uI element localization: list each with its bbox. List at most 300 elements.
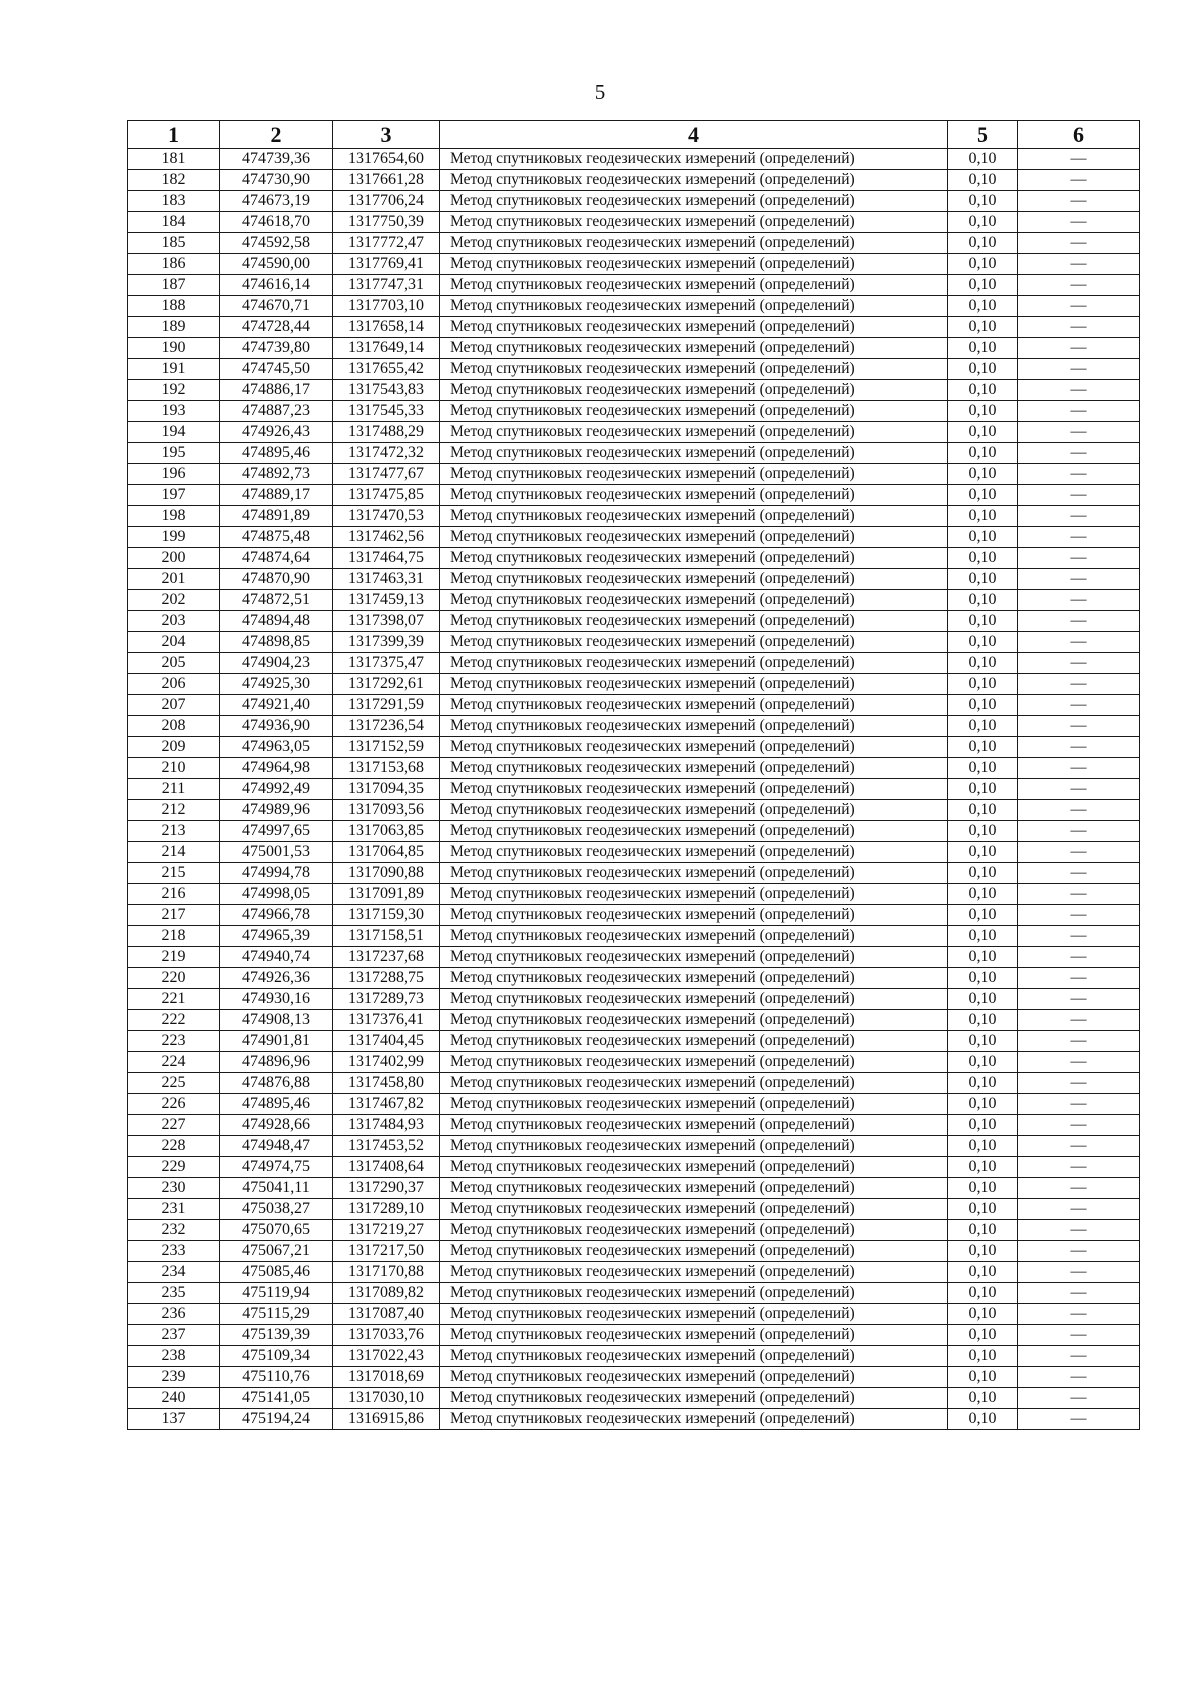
cell-y-coordinate: 1317064,85 xyxy=(333,842,440,863)
cell-note: — xyxy=(1018,1220,1140,1241)
cell-y-coordinate: 1317470,53 xyxy=(333,506,440,527)
cell-method: Метод спутниковых геодезических измерений (определений) xyxy=(440,1304,948,1325)
cell-method: Метод спутниковых геодезических измерений (определений) xyxy=(440,674,948,695)
cell-y-coordinate: 1317089,82 xyxy=(333,1283,440,1304)
cell-point-number: 188 xyxy=(128,296,220,317)
table-row xyxy=(128,1346,1140,1367)
cell-y-coordinate: 1317063,85 xyxy=(333,821,440,842)
table-row xyxy=(128,653,1140,674)
cell-accuracy: 0,10 xyxy=(948,758,1018,779)
cell-point-number: 223 xyxy=(128,1031,220,1052)
cell-y-coordinate: 1317658,14 xyxy=(333,317,440,338)
table-row xyxy=(128,506,1140,527)
cell-note: — xyxy=(1018,1409,1140,1430)
cell-point-number: 205 xyxy=(128,653,220,674)
cell-x-coordinate: 474730,90 xyxy=(220,170,333,191)
cell-method: Метод спутниковых геодезических измерений (определений) xyxy=(440,695,948,716)
table-row xyxy=(128,989,1140,1010)
cell-x-coordinate: 474940,74 xyxy=(220,947,333,968)
cell-point-number: 183 xyxy=(128,191,220,212)
cell-x-coordinate: 475115,29 xyxy=(220,1304,333,1325)
cell-point-number: 209 xyxy=(128,737,220,758)
cell-x-coordinate: 474974,75 xyxy=(220,1157,333,1178)
cell-note: — xyxy=(1018,716,1140,737)
cell-accuracy: 0,10 xyxy=(948,821,1018,842)
table-row xyxy=(128,779,1140,800)
cell-method: Метод спутниковых геодезических измерений (определений) xyxy=(440,191,948,212)
cell-point-number: 227 xyxy=(128,1115,220,1136)
cell-y-coordinate: 1317290,37 xyxy=(333,1178,440,1199)
cell-accuracy: 0,10 xyxy=(948,254,1018,275)
cell-x-coordinate: 474998,05 xyxy=(220,884,333,905)
cell-y-coordinate: 1317484,93 xyxy=(333,1115,440,1136)
cell-note: — xyxy=(1018,926,1140,947)
cell-accuracy: 0,10 xyxy=(948,212,1018,233)
cell-method: Метод спутниковых геодезических измерений (определений) xyxy=(440,1052,948,1073)
cell-method: Метод спутниковых геодезических измерений (определений) xyxy=(440,947,948,968)
cell-y-coordinate: 1317219,27 xyxy=(333,1220,440,1241)
cell-point-number: 186 xyxy=(128,254,220,275)
header-col-1: 1 xyxy=(128,121,220,149)
cell-method: Метод спутниковых геодезических измерений (определений) xyxy=(440,1115,948,1136)
cell-y-coordinate: 1317375,47 xyxy=(333,653,440,674)
cell-y-coordinate: 1317022,43 xyxy=(333,1346,440,1367)
table-row xyxy=(128,1115,1140,1136)
cell-accuracy: 0,10 xyxy=(948,674,1018,695)
cell-x-coordinate: 474874,64 xyxy=(220,548,333,569)
cell-x-coordinate: 475001,53 xyxy=(220,842,333,863)
cell-y-coordinate: 1317543,83 xyxy=(333,380,440,401)
cell-note: — xyxy=(1018,968,1140,989)
cell-accuracy: 0,10 xyxy=(948,1031,1018,1052)
cell-note: — xyxy=(1018,1367,1140,1388)
cell-y-coordinate: 1317159,30 xyxy=(333,905,440,926)
cell-y-coordinate: 1317288,75 xyxy=(333,968,440,989)
cell-note: — xyxy=(1018,674,1140,695)
cell-y-coordinate: 1317747,31 xyxy=(333,275,440,296)
cell-method: Метод спутниковых геодезических измерений (определений) xyxy=(440,569,948,590)
cell-y-coordinate: 1317152,59 xyxy=(333,737,440,758)
cell-method: Метод спутниковых геодезических измерений (определений) xyxy=(440,1031,948,1052)
cell-point-number: 214 xyxy=(128,842,220,863)
cell-accuracy: 0,10 xyxy=(948,506,1018,527)
cell-method: Метод спутниковых геодезических измерений (определений) xyxy=(440,170,948,191)
cell-point-number: 202 xyxy=(128,590,220,611)
cell-x-coordinate: 474896,96 xyxy=(220,1052,333,1073)
cell-note: — xyxy=(1018,1346,1140,1367)
cell-point-number: 207 xyxy=(128,695,220,716)
cell-accuracy: 0,10 xyxy=(948,695,1018,716)
cell-y-coordinate: 1317649,14 xyxy=(333,338,440,359)
cell-method: Метод спутниковых геодезических измерений (определений) xyxy=(440,905,948,926)
cell-y-coordinate: 1317018,69 xyxy=(333,1367,440,1388)
cell-note: — xyxy=(1018,800,1140,821)
table-row xyxy=(128,233,1140,254)
cell-note: — xyxy=(1018,653,1140,674)
cell-y-coordinate: 1317094,35 xyxy=(333,779,440,800)
cell-x-coordinate: 474997,65 xyxy=(220,821,333,842)
cell-note: — xyxy=(1018,947,1140,968)
cell-y-coordinate: 1317772,47 xyxy=(333,233,440,254)
table-row xyxy=(128,611,1140,632)
cell-accuracy: 0,10 xyxy=(948,1199,1018,1220)
table-row xyxy=(128,1010,1140,1031)
cell-method: Метод спутниковых геодезических измерений (определений) xyxy=(440,989,948,1010)
cell-x-coordinate: 475110,76 xyxy=(220,1367,333,1388)
cell-x-coordinate: 475041,11 xyxy=(220,1178,333,1199)
table-row xyxy=(128,380,1140,401)
cell-method: Метод спутниковых геодезических измерений (определений) xyxy=(440,1178,948,1199)
cell-note: — xyxy=(1018,548,1140,569)
cell-x-coordinate: 475085,46 xyxy=(220,1262,333,1283)
cell-method: Метод спутниковых геодезических измерений (определений) xyxy=(440,380,948,401)
cell-method: Метод спутниковых геодезических измерений (определений) xyxy=(440,506,948,527)
cell-accuracy: 0,10 xyxy=(948,464,1018,485)
cell-note: — xyxy=(1018,485,1140,506)
table-row xyxy=(128,1325,1140,1346)
cell-y-coordinate: 1317289,73 xyxy=(333,989,440,1010)
cell-y-coordinate: 1317408,64 xyxy=(333,1157,440,1178)
cell-x-coordinate: 474936,90 xyxy=(220,716,333,737)
cell-method: Метод спутниковых геодезических измерений (определений) xyxy=(440,1262,948,1283)
cell-accuracy: 0,10 xyxy=(948,653,1018,674)
cell-point-number: 229 xyxy=(128,1157,220,1178)
cell-point-number: 220 xyxy=(128,968,220,989)
cell-point-number: 225 xyxy=(128,1073,220,1094)
cell-x-coordinate: 474876,88 xyxy=(220,1073,333,1094)
cell-point-number: 190 xyxy=(128,338,220,359)
cell-note: — xyxy=(1018,212,1140,233)
cell-accuracy: 0,10 xyxy=(948,1304,1018,1325)
cell-point-number: 231 xyxy=(128,1199,220,1220)
cell-note: — xyxy=(1018,359,1140,380)
cell-y-coordinate: 1317376,41 xyxy=(333,1010,440,1031)
table-row xyxy=(128,275,1140,296)
table-row xyxy=(128,1157,1140,1178)
cell-accuracy: 0,10 xyxy=(948,590,1018,611)
cell-note: — xyxy=(1018,1157,1140,1178)
table-row xyxy=(128,821,1140,842)
cell-y-coordinate: 1317237,68 xyxy=(333,947,440,968)
table-row xyxy=(128,527,1140,548)
cell-x-coordinate: 475119,94 xyxy=(220,1283,333,1304)
cell-point-number: 238 xyxy=(128,1346,220,1367)
cell-note: — xyxy=(1018,464,1140,485)
cell-point-number: 192 xyxy=(128,380,220,401)
cell-accuracy: 0,10 xyxy=(948,884,1018,905)
table-row xyxy=(128,863,1140,884)
cell-point-number: 181 xyxy=(128,149,220,170)
cell-note: — xyxy=(1018,590,1140,611)
cell-point-number: 185 xyxy=(128,233,220,254)
table-row xyxy=(128,170,1140,191)
cell-y-coordinate: 1317292,61 xyxy=(333,674,440,695)
table-row xyxy=(128,1052,1140,1073)
cell-y-coordinate: 1317472,32 xyxy=(333,443,440,464)
cell-method: Метод спутниковых геодезических измерений (определений) xyxy=(440,779,948,800)
cell-point-number: 236 xyxy=(128,1304,220,1325)
cell-accuracy: 0,10 xyxy=(948,170,1018,191)
cell-accuracy: 0,10 xyxy=(948,968,1018,989)
cell-x-coordinate: 475109,34 xyxy=(220,1346,333,1367)
cell-method: Метод спутниковых геодезических измерений (определений) xyxy=(440,737,948,758)
cell-note: — xyxy=(1018,296,1140,317)
cell-point-number: 234 xyxy=(128,1262,220,1283)
cell-x-coordinate: 474895,46 xyxy=(220,1094,333,1115)
cell-accuracy: 0,10 xyxy=(948,275,1018,296)
cell-x-coordinate: 474926,36 xyxy=(220,968,333,989)
table-row xyxy=(128,464,1140,485)
cell-accuracy: 0,10 xyxy=(948,863,1018,884)
table-row xyxy=(128,149,1140,170)
cell-y-coordinate: 1317093,56 xyxy=(333,800,440,821)
cell-accuracy: 0,10 xyxy=(948,1136,1018,1157)
table-row xyxy=(128,926,1140,947)
cell-x-coordinate: 474926,43 xyxy=(220,422,333,443)
cell-x-coordinate: 475141,05 xyxy=(220,1388,333,1409)
cell-method: Метод спутниковых геодезических измерений (определений) xyxy=(440,716,948,737)
cell-method: Метод спутниковых геодезических измерений (определений) xyxy=(440,968,948,989)
cell-method: Метод спутниковых геодезических измерений (определений) xyxy=(440,422,948,443)
cell-y-coordinate: 1317404,45 xyxy=(333,1031,440,1052)
cell-accuracy: 0,10 xyxy=(948,611,1018,632)
table-row xyxy=(128,1031,1140,1052)
cell-method: Метод спутниковых геодезических измерений (определений) xyxy=(440,863,948,884)
cell-x-coordinate: 474989,96 xyxy=(220,800,333,821)
cell-method: Метод спутниковых геодезических измерений (определений) xyxy=(440,632,948,653)
cell-accuracy: 0,10 xyxy=(948,1346,1018,1367)
table-row xyxy=(128,254,1140,275)
cell-accuracy: 0,10 xyxy=(948,1220,1018,1241)
cell-method: Метод спутниковых геодезических измерений (определений) xyxy=(440,821,948,842)
cell-accuracy: 0,10 xyxy=(948,527,1018,548)
cell-y-coordinate: 1317236,54 xyxy=(333,716,440,737)
cell-accuracy: 0,10 xyxy=(948,1325,1018,1346)
table-row xyxy=(128,1283,1140,1304)
cell-point-number: 230 xyxy=(128,1178,220,1199)
table-row xyxy=(128,695,1140,716)
cell-y-coordinate: 1317477,67 xyxy=(333,464,440,485)
cell-method: Метод спутниковых геодезических измерений (определений) xyxy=(440,611,948,632)
cell-x-coordinate: 474908,13 xyxy=(220,1010,333,1031)
cell-point-number: 218 xyxy=(128,926,220,947)
cell-accuracy: 0,10 xyxy=(948,1157,1018,1178)
cell-y-coordinate: 1317462,56 xyxy=(333,527,440,548)
cell-point-number: 212 xyxy=(128,800,220,821)
table-row xyxy=(128,191,1140,212)
table-row xyxy=(128,884,1140,905)
cell-note: — xyxy=(1018,317,1140,338)
cell-accuracy: 0,10 xyxy=(948,989,1018,1010)
cell-note: — xyxy=(1018,443,1140,464)
cell-y-coordinate: 1317153,68 xyxy=(333,758,440,779)
cell-accuracy: 0,10 xyxy=(948,842,1018,863)
cell-accuracy: 0,10 xyxy=(948,1178,1018,1199)
table-row xyxy=(128,1094,1140,1115)
table-row xyxy=(128,1388,1140,1409)
cell-note: — xyxy=(1018,863,1140,884)
header-col-2: 2 xyxy=(220,121,333,149)
cell-note: — xyxy=(1018,1031,1140,1052)
cell-method: Метод спутниковых геодезических измерений (определений) xyxy=(440,317,948,338)
cell-method: Метод спутниковых геодезических измерений (определений) xyxy=(440,1325,948,1346)
cell-point-number: 239 xyxy=(128,1367,220,1388)
cell-x-coordinate: 474889,17 xyxy=(220,485,333,506)
cell-x-coordinate: 474673,19 xyxy=(220,191,333,212)
table-row xyxy=(128,296,1140,317)
cell-method: Метод спутниковых геодезических измерений (определений) xyxy=(440,884,948,905)
cell-point-number: 203 xyxy=(128,611,220,632)
cell-y-coordinate: 1317453,52 xyxy=(333,1136,440,1157)
cell-note: — xyxy=(1018,737,1140,758)
cell-method: Метод спутниковых геодезических измерений (определений) xyxy=(440,653,948,674)
cell-point-number: 224 xyxy=(128,1052,220,1073)
cell-y-coordinate: 1317291,59 xyxy=(333,695,440,716)
cell-y-coordinate: 1316915,86 xyxy=(333,1409,440,1430)
cell-note: — xyxy=(1018,821,1140,842)
cell-x-coordinate: 474872,51 xyxy=(220,590,333,611)
cell-accuracy: 0,10 xyxy=(948,191,1018,212)
table-body xyxy=(128,149,1140,1430)
cell-x-coordinate: 475139,39 xyxy=(220,1325,333,1346)
table-row xyxy=(128,485,1140,506)
cell-point-number: 217 xyxy=(128,905,220,926)
cell-point-number: 237 xyxy=(128,1325,220,1346)
table-row xyxy=(128,716,1140,737)
cell-x-coordinate: 474590,00 xyxy=(220,254,333,275)
cell-y-coordinate: 1317289,10 xyxy=(333,1199,440,1220)
cell-accuracy: 0,10 xyxy=(948,779,1018,800)
cell-method: Метод спутниковых геодезических измерений (определений) xyxy=(440,926,948,947)
cell-y-coordinate: 1317463,31 xyxy=(333,569,440,590)
cell-y-coordinate: 1317458,80 xyxy=(333,1073,440,1094)
cell-note: — xyxy=(1018,905,1140,926)
table-row xyxy=(128,947,1140,968)
cell-method: Метод спутниковых геодезических измерений (определений) xyxy=(440,758,948,779)
cell-note: — xyxy=(1018,1073,1140,1094)
cell-note: — xyxy=(1018,338,1140,359)
cell-y-coordinate: 1317398,07 xyxy=(333,611,440,632)
cell-x-coordinate: 474745,50 xyxy=(220,359,333,380)
table-row xyxy=(128,338,1140,359)
cell-point-number: 213 xyxy=(128,821,220,842)
cell-note: — xyxy=(1018,1199,1140,1220)
cell-x-coordinate: 475067,21 xyxy=(220,1241,333,1262)
cell-x-coordinate: 474966,78 xyxy=(220,905,333,926)
cell-method: Метод спутниковых геодезических измерений (определений) xyxy=(440,1136,948,1157)
cell-accuracy: 0,10 xyxy=(948,1094,1018,1115)
cell-point-number: 182 xyxy=(128,170,220,191)
cell-point-number: 193 xyxy=(128,401,220,422)
table-row xyxy=(128,401,1140,422)
cell-note: — xyxy=(1018,1178,1140,1199)
cell-y-coordinate: 1317033,76 xyxy=(333,1325,440,1346)
cell-point-number: 191 xyxy=(128,359,220,380)
cell-x-coordinate: 474948,47 xyxy=(220,1136,333,1157)
cell-point-number: 198 xyxy=(128,506,220,527)
cell-point-number: 137 xyxy=(128,1409,220,1430)
cell-method: Метод спутниковых геодезических измерений (определений) xyxy=(440,800,948,821)
table-row xyxy=(128,1241,1140,1262)
cell-note: — xyxy=(1018,170,1140,191)
cell-accuracy: 0,10 xyxy=(948,1052,1018,1073)
cell-method: Метод спутниковых геодезических измерений (определений) xyxy=(440,338,948,359)
cell-x-coordinate: 474965,39 xyxy=(220,926,333,947)
cell-point-number: 232 xyxy=(128,1220,220,1241)
cell-method: Метод спутниковых геодезических измерений (определений) xyxy=(440,1283,948,1304)
cell-note: — xyxy=(1018,632,1140,653)
cell-note: — xyxy=(1018,233,1140,254)
cell-accuracy: 0,10 xyxy=(948,632,1018,653)
cell-x-coordinate: 474994,78 xyxy=(220,863,333,884)
cell-note: — xyxy=(1018,1136,1140,1157)
cell-x-coordinate: 474930,16 xyxy=(220,989,333,1010)
cell-point-number: 194 xyxy=(128,422,220,443)
cell-x-coordinate: 474616,14 xyxy=(220,275,333,296)
cell-note: — xyxy=(1018,1283,1140,1304)
cell-method: Метод спутниковых геодезических измерений (определений) xyxy=(440,485,948,506)
cell-point-number: 222 xyxy=(128,1010,220,1031)
cell-method: Метод спутниковых геодезических измерений (определений) xyxy=(440,1409,948,1430)
cell-x-coordinate: 474901,81 xyxy=(220,1031,333,1052)
page-number: 5 xyxy=(594,80,606,104)
table-row xyxy=(128,1220,1140,1241)
table-header xyxy=(128,121,1140,149)
cell-accuracy: 0,10 xyxy=(948,1367,1018,1388)
cell-point-number: 187 xyxy=(128,275,220,296)
cell-x-coordinate: 474928,66 xyxy=(220,1115,333,1136)
cell-y-coordinate: 1317464,75 xyxy=(333,548,440,569)
cell-point-number: 189 xyxy=(128,317,220,338)
cell-note: — xyxy=(1018,1262,1140,1283)
cell-note: — xyxy=(1018,842,1140,863)
cell-accuracy: 0,10 xyxy=(948,1073,1018,1094)
cell-point-number: 219 xyxy=(128,947,220,968)
cell-accuracy: 0,10 xyxy=(948,149,1018,170)
cell-x-coordinate: 475070,65 xyxy=(220,1220,333,1241)
cell-note: — xyxy=(1018,569,1140,590)
cell-method: Метод спутниковых геодезических измерений (определений) xyxy=(440,233,948,254)
cell-method: Метод спутниковых геодезических измерений (определений) xyxy=(440,443,948,464)
cell-x-coordinate: 474886,17 xyxy=(220,380,333,401)
header-col-6: 6 xyxy=(1018,121,1140,149)
cell-method: Метод спутниковых геодезических измерений (определений) xyxy=(440,275,948,296)
cell-x-coordinate: 474904,23 xyxy=(220,653,333,674)
cell-point-number: 215 xyxy=(128,863,220,884)
cell-accuracy: 0,10 xyxy=(948,1283,1018,1304)
cell-point-number: 195 xyxy=(128,443,220,464)
cell-note: — xyxy=(1018,254,1140,275)
cell-point-number: 204 xyxy=(128,632,220,653)
cell-x-coordinate: 474894,48 xyxy=(220,611,333,632)
table-row xyxy=(128,317,1140,338)
table-row xyxy=(128,1409,1140,1430)
cell-note: — xyxy=(1018,695,1140,716)
cell-accuracy: 0,10 xyxy=(948,800,1018,821)
cell-x-coordinate: 474887,23 xyxy=(220,401,333,422)
cell-x-coordinate: 474870,90 xyxy=(220,569,333,590)
cell-note: — xyxy=(1018,611,1140,632)
cell-y-coordinate: 1317217,50 xyxy=(333,1241,440,1262)
cell-y-coordinate: 1317654,60 xyxy=(333,149,440,170)
table-row xyxy=(128,842,1140,863)
cell-y-coordinate: 1317750,39 xyxy=(333,212,440,233)
cell-y-coordinate: 1317655,42 xyxy=(333,359,440,380)
cell-point-number: 228 xyxy=(128,1136,220,1157)
cell-note: — xyxy=(1018,1010,1140,1031)
cell-point-number: 210 xyxy=(128,758,220,779)
table-row xyxy=(128,569,1140,590)
